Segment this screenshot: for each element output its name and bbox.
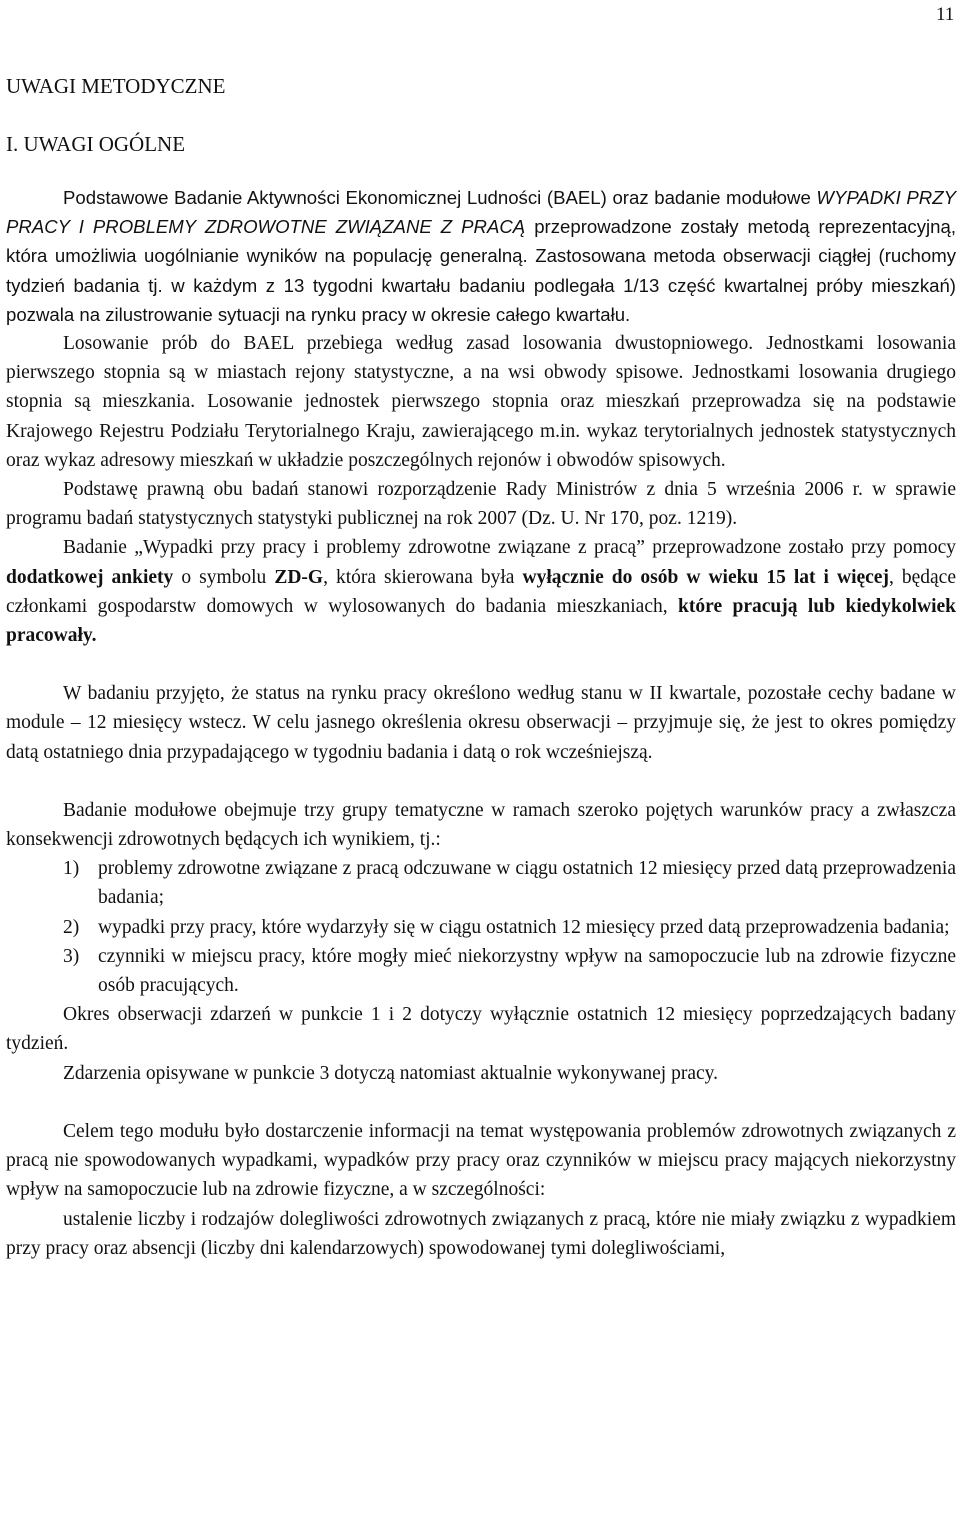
- survey-bold-2: ZD-G: [274, 566, 324, 588]
- survey-bold-1: dodatkowej ankiety: [6, 566, 174, 588]
- list-text: czynniki w miejscu pracy, które mogły mieć niekorzystny wpływ na samopoczucie lub na zdrowie fizyczne osób pracujących.: [98, 945, 956, 997]
- list-number: 3): [63, 945, 80, 967]
- survey-text-e: , będące członkami gospodarstw domowych w wylosowanych do badania mieszkaniach,: [6, 566, 956, 617]
- list-number: 2): [63, 916, 80, 938]
- document-title: UWAGI METODYCZNE: [6, 74, 226, 98]
- list-item: [6, 854, 956, 912]
- list-text: wypadki przy pracy, które wydarzyły się w ciągu ostatnich 12 miesięcy przed datą przeprowadzenia badania;: [98, 916, 950, 938]
- section-heading: I. UWAGI OGÓLNE: [6, 132, 186, 156]
- body-text: [6, 183, 956, 1263]
- intro-text-a: Podstawowe Badanie Aktywności Ekonomicznej Ludności (BAEL) oraz badanie modułowe: [63, 187, 817, 208]
- topic-list: [6, 854, 956, 1000]
- paragraph-survey: [6, 533, 956, 650]
- paragraph-goal: Celem tego modułu było dostarczenie informacji na temat występowania problemów zdrowotnych związanych z pracą nie spowodowanych wypadkami, wypadków przy pracy oraz czynników w miejscu pracy mających niekorzystny wpływ na samopoczucie lub na zdrowie fizyczne, a w szczególności:: [6, 1120, 956, 1201]
- survey-text-c: o symbolu: [173, 566, 275, 588]
- module-name-italic: WYPADKI PRZY PRACY I PROBLEMY ZDROWOTNE ZWIĄZANE Z PRACĄ: [6, 187, 956, 238]
- page-number: 11: [936, 4, 955, 25]
- paragraph-module-groups: Badanie modułowe obejmuje trzy grupy tematyczne w ramach szeroko pojętych warunków pracy a zwłaszcza konsekwencji zdrowotnych będących ich wynikiem, tj.:: [6, 799, 956, 851]
- survey-text-d: , która skierowana była: [323, 566, 523, 588]
- paragraph-sampling: Losowanie prób do BAEL przebiega według zasad losowania dwustopniowego. Jednostkami losowania pierwszego stopnia są w miastach rejony statystyczne, a na wsi obwody spisowe. Jednostkami losowania drugiego stopnia są mieszkania. Losowanie jednostek pierwszego stopnia oraz mieszkań przeprowadza się na podstawie Krajowego Rejestru Podziału Terytorialnego Kraju, zawierającego m.in. wykaz terytorialnych jednostek statystycznych oraz wykaz adresowy mieszkań w układzie poszczególnych rejonów i obwodów spisowych.: [6, 333, 956, 471]
- paragraph-legal-basis: Podstawę prawną obu badań stanowi rozporządzenie Rady Ministrów z dnia 5 września 2006 r. w sprawie programu badań statystycznych statystyki publicznej na rok 2007 (Dz. U. Nr 170, poz. 1219).: [6, 479, 956, 530]
- paragraph-current-work: Zdarzenia opisywane w punkcie 3 dotyczą natomiast aktualnie wykonywanej pracy.: [63, 1062, 719, 1084]
- list-number: 1): [63, 858, 80, 880]
- survey-bold-4: które pracują lub kiedykolwiek pracowały.: [6, 595, 956, 647]
- survey-text-a: Badanie „Wypadki przy pracy i problemy zdrowotne związane z pracą” przeprowadzone zostało przy pomocy: [63, 537, 956, 559]
- survey-bold-3: wyłącznie do osób w wieku 15 lat i więcej: [522, 566, 889, 588]
- paragraph-observation: W badaniu przyjęto, że status na rynku pracy określono według stanu w II kwartale, pozostałe cechy badane w module – 12 miesięcy wstecz. W celu jasnego określenia okresu obserwacji – przyjmuje się, że jest to okres pomiędzy datą ostatniego dnia przypadającego w tygodniu badania i datą o rok wcześniejszą.: [6, 683, 956, 763]
- list-text: problemy zdrowotne związane z pracą odczuwane w ciągu ostatnich 12 miesięcy przed datą przeprowadzenia badania;: [98, 858, 956, 909]
- list-item: [6, 942, 956, 1000]
- list-item: [6, 913, 956, 942]
- intro-text-b: przeprowadzone zostały metodą reprezentacyjną, która umożliwia uogólnianie wyników na populację generalną. Zastosowana metoda obserwacji ciągłej (ruchomy tydzień badania tj. w każdym z 13 tygodni kwartału badaniu podlegała 1/13 część kwartalnej próby mieszkań) pozwala na zilustrowanie sytuacji na rynku pracy w okresie całego kwartału.: [6, 216, 956, 325]
- paragraph-period: Okres obserwacji zdarzeń w punkcie 1 i 2 dotyczy wyłącznie ostatnich 12 miesięcy poprzedzających badany tydzień.: [6, 1004, 956, 1055]
- paragraph-intro: [6, 183, 956, 329]
- paragraph-goal-item: ustalenie liczby i rodzajów dolegliwości zdrowotnych związanych z pracą, które nie miały związku z wypadkiem przy pracy oraz absencji (liczby dni kalendarzowych) spowodowanej tymi dolegliwościami,: [6, 1208, 956, 1259]
